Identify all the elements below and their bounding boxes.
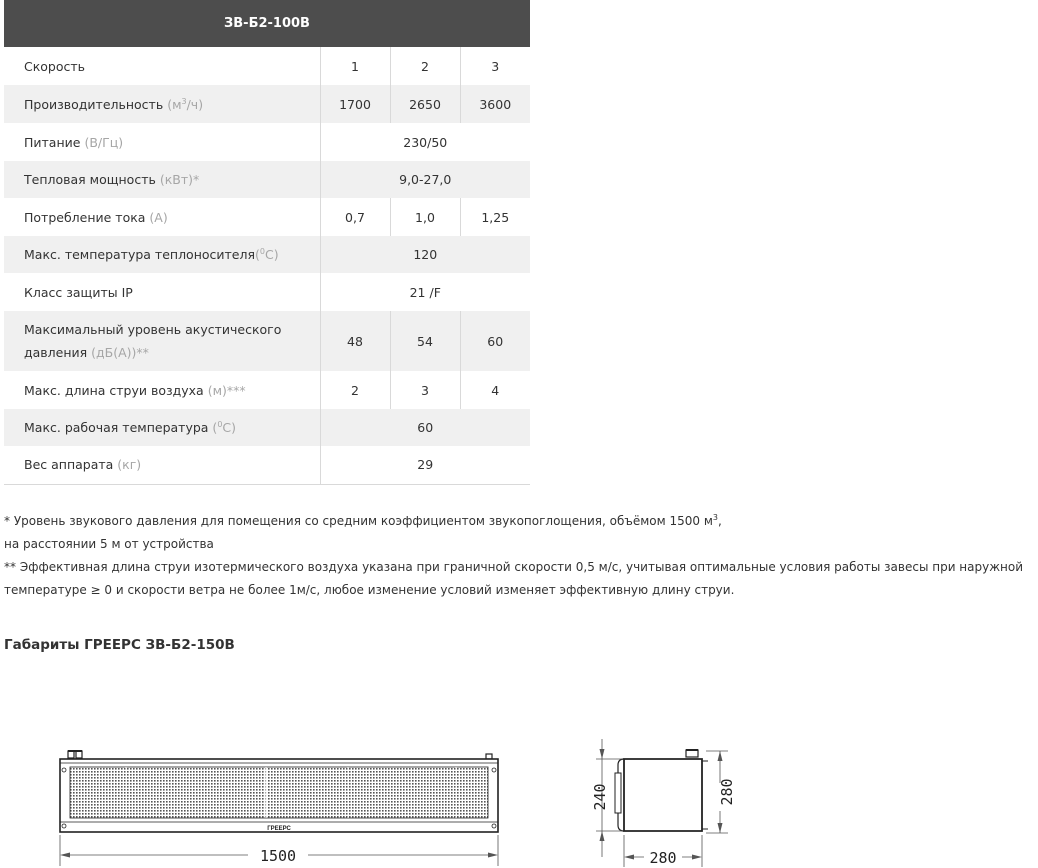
- row-value: 3600: [460, 85, 530, 123]
- row-value: 60: [320, 409, 530, 446]
- row-value: 120: [320, 236, 530, 273]
- row-label: Потребление тока (А): [24, 209, 168, 225]
- row-label: Вес аппарата (кг): [4, 446, 320, 484]
- row-value: 48: [320, 311, 390, 371]
- row-value: 4: [460, 371, 530, 409]
- table-row: [4, 446, 530, 484]
- row-unit: ($^0$С): [212, 420, 237, 435]
- row-label: Макс. рабочая температура ($^0$С): [4, 409, 320, 446]
- table-row: [4, 198, 530, 236]
- dimensions-title: Габариты ГРЕЕРС ЗВ-Б2-150В: [4, 637, 235, 653]
- front-view-drawing: [52, 738, 512, 868]
- width-dimension-label: 1500: [259, 847, 297, 865]
- table-row: [4, 311, 530, 371]
- footnotes: [4, 510, 1038, 602]
- row-label: Тепловая мощность (кВт)*: [4, 161, 320, 198]
- row-value: 1: [320, 47, 390, 85]
- row-unit: ($^0$С): [255, 247, 279, 262]
- row-label: Макс. длина струи воздуха (м)***: [24, 382, 246, 398]
- row-unit: (кВт)*: [159, 172, 200, 187]
- row-value: 21 /F: [320, 273, 530, 311]
- row-label: Максимальный уровень акустического давления (дБ(А))**: [4, 311, 320, 371]
- row-value: 1,0: [390, 198, 460, 236]
- table-row: [4, 371, 530, 409]
- row-value: 230/50: [320, 123, 530, 161]
- row-unit: (А): [149, 209, 168, 225]
- side-view-drawing: [586, 735, 746, 868]
- depth-dimension-label: 280: [649, 849, 677, 867]
- row-value: 3: [460, 47, 530, 85]
- row-label: Макс. температура теплоносителя($^0$С): [4, 236, 320, 273]
- table-title: ЗВ-Б2-100В: [4, 0, 530, 47]
- row-label: Производительность $(м^3/ч)$: [4, 85, 320, 123]
- table-row: [4, 236, 530, 273]
- brand-label: ГРЕЕРС: [267, 826, 291, 832]
- table-row: [4, 47, 530, 85]
- footnote-line: ** Эффективная длина струи изотермического воздуха указана при граничной скорости 0,5 м/с, учитывая оптимальные условия работы завесы при наружной: [4, 560, 1024, 574]
- spec-table: [4, 0, 530, 485]
- row-unit: (В/Гц): [84, 134, 124, 150]
- height-dimension-label: 240: [591, 783, 609, 811]
- row-value: 54: [390, 311, 460, 371]
- row-value: 2650: [390, 85, 460, 123]
- row-value: 29: [320, 446, 530, 484]
- footnote-line: * Уровень звукового давления для помещения со средним коэффициентом звукопоглощения, объёмом 1500 $м^3$,: [4, 513, 722, 528]
- row-value: 0,7: [320, 198, 390, 236]
- row-value: 1,25: [460, 198, 530, 236]
- row-value: 9,0-27,0: [320, 161, 530, 198]
- row-unit: (кг): [117, 457, 142, 473]
- table-row: [4, 123, 530, 161]
- row-label: Питание (В/Гц): [24, 134, 124, 150]
- row-value: 3: [390, 371, 460, 409]
- row-unit: $(м^3/ч)$: [167, 96, 204, 112]
- row-value: 60: [460, 311, 530, 371]
- row-value: 2: [390, 47, 460, 85]
- row-value: 2: [320, 371, 390, 409]
- total-height-dimension-label: 280: [718, 778, 736, 806]
- table-row: [4, 85, 530, 123]
- table-row: [4, 409, 530, 446]
- row-unit: (дБ(А))**: [91, 345, 149, 360]
- table-row: [4, 161, 530, 198]
- row-value: 1700: [320, 85, 390, 123]
- row-label: Класс защиты IP: [24, 284, 133, 300]
- row-unit: (м)***: [207, 382, 246, 398]
- table-row: [4, 273, 530, 311]
- footnote-line: температуре ≥ 0 и скорости ветра не более 1м/с, любое изменение условий изменяет эффективную длину струи.: [4, 583, 735, 597]
- row-label: Скорость: [24, 58, 86, 74]
- footnote-line: на расстоянии 5 м от устройства: [4, 537, 214, 551]
